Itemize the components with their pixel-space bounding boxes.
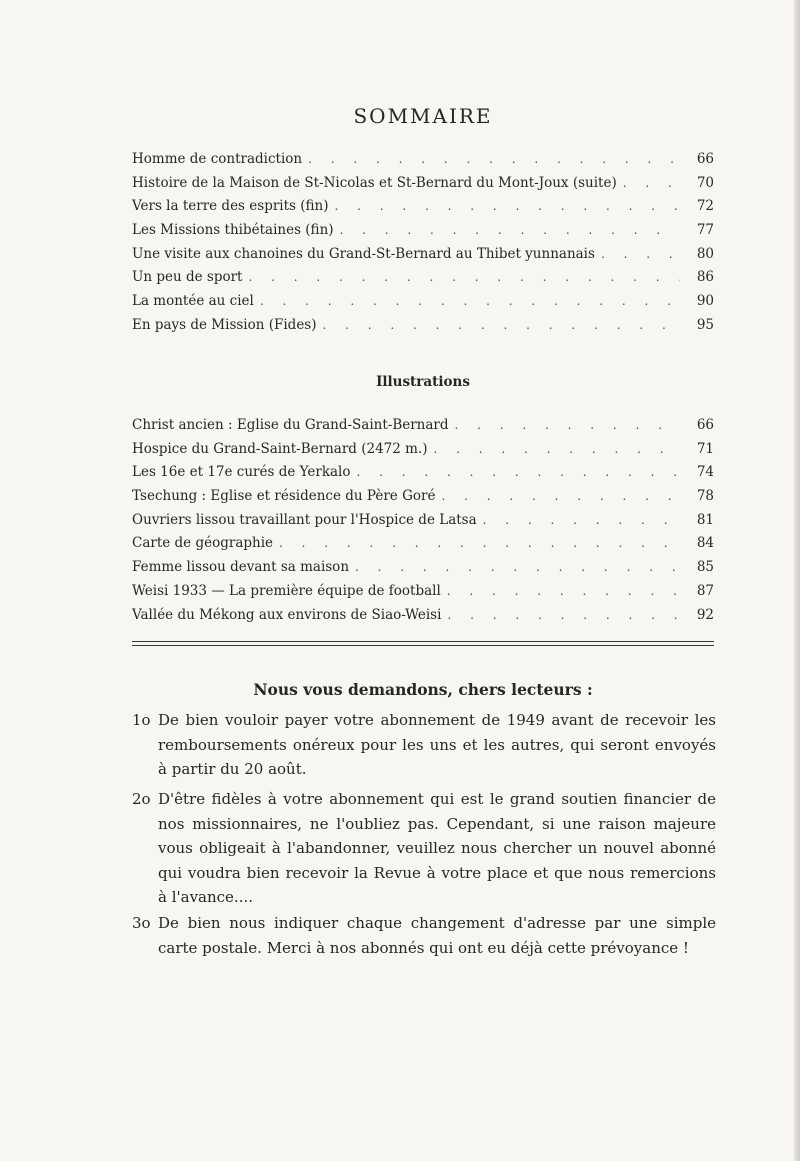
entry-title: La montée au ciel <box>132 290 260 314</box>
dot-leader <box>248 266 680 290</box>
contents-entry <box>132 148 714 172</box>
entry-title: En pays de Mission (Fides) <box>132 314 323 338</box>
entry-title: Christ ancien : Eglise du Grand-Saint-Bernard <box>132 414 455 438</box>
page-number: 66 <box>680 148 714 172</box>
dot-leader <box>323 314 680 338</box>
entry-title: Carte de géographie <box>132 532 279 556</box>
illustration-entry <box>132 414 714 438</box>
entry-title: Vallée du Mékong aux environs de Siao-Weisi <box>132 604 447 628</box>
page-number: 66 <box>680 414 714 438</box>
entry-title: Weisi 1933 — La première équipe de football <box>132 580 447 604</box>
notice-item-1 <box>132 708 716 782</box>
illustrations-list <box>132 414 714 627</box>
dot-leader <box>434 438 680 462</box>
dot-leader <box>623 172 680 196</box>
page-number: 74 <box>680 461 714 485</box>
dot-leader <box>355 556 680 580</box>
dot-leader <box>483 509 680 533</box>
page-number: 85 <box>680 556 714 580</box>
dot-leader <box>441 485 680 509</box>
notice-number: 1o <box>132 711 151 729</box>
notice-number: 2o <box>132 790 151 808</box>
entry-title: Hospice du Grand-Saint-Bernard (2472 m.) <box>132 438 434 462</box>
notice-text: De bien vouloir payer votre abonnement de 1949 avant de recevoir les remboursements onéreux pour les uns et les autres, qui seront envoyés à partir du 20 août. <box>158 711 716 778</box>
entry-title: Homme de contradiction <box>132 148 308 172</box>
dot-leader <box>308 148 680 172</box>
dot-leader <box>357 461 681 485</box>
notice-title: Nous vous demandons, chers lecteurs : <box>253 680 593 699</box>
illustration-entry <box>132 604 714 628</box>
contents-entry <box>132 314 714 338</box>
page-number: 90 <box>680 290 714 314</box>
page-number: 72 <box>680 195 714 219</box>
contents-entry <box>132 290 714 314</box>
notice-text: De bien nous indiquer chaque changement d'adresse par une simple carte postale. Merci à nos abonnés qui ont eu déjà cette prévoyance ! <box>158 914 716 957</box>
entry-title: Tsechung : Eglise et résidence du Père Goré <box>132 485 441 509</box>
page-number: 70 <box>680 172 714 196</box>
notice-item-3 <box>132 911 716 960</box>
notice-item-2 <box>132 787 716 910</box>
page-number: 78 <box>680 485 714 509</box>
entry-title: Les Missions thibétaines (fin) <box>132 219 340 243</box>
page-number: 95 <box>680 314 714 338</box>
dot-leader <box>260 290 680 314</box>
illustration-entry <box>132 485 714 509</box>
divider-top <box>132 641 714 642</box>
entry-title: Ouvriers lissou travaillant pour l'Hospice de Latsa <box>132 509 483 533</box>
notice-text: D'être fidèles à votre abonnement qui est le grand soutien financier de nos missionnaires, ne l'oubliez pas. Cependant, si une raison majeure vous obligeait à l'abandonner, veuillez nous chercher un nouvel abonné qui voudra bien recevoir la Revue à votre place et que nous remercions à l'avance.... <box>158 790 716 906</box>
page-number: 92 <box>680 604 714 628</box>
illustration-entry <box>132 438 714 462</box>
illustration-entry <box>132 556 714 580</box>
contents-entry <box>132 172 714 196</box>
illustrations-heading: Illustrations <box>376 374 470 390</box>
page-number: 86 <box>680 266 714 290</box>
illustration-entry <box>132 461 714 485</box>
illustration-entry <box>132 580 714 604</box>
page-number: 81 <box>680 509 714 533</box>
dot-leader <box>601 243 680 267</box>
dot-leader <box>455 414 680 438</box>
page-number: 71 <box>680 438 714 462</box>
entry-title: Un peu de sport <box>132 266 248 290</box>
contents-entry <box>132 266 714 290</box>
divider-bottom <box>132 645 714 646</box>
contents-entry <box>132 243 714 267</box>
page-number: 77 <box>680 219 714 243</box>
page-edge <box>794 0 800 1161</box>
illustration-entry <box>132 532 714 556</box>
dot-leader <box>447 580 680 604</box>
dot-leader <box>335 195 681 219</box>
entry-title: Une visite aux chanoines du Grand-St-Bernard au Thibet yunnanais <box>132 243 601 267</box>
entry-title: Femme lissou devant sa maison <box>132 556 355 580</box>
entry-title: Les 16e et 17e curés de Yerkalo <box>132 461 357 485</box>
page-number: 80 <box>680 243 714 267</box>
contents-list <box>132 148 714 338</box>
illustration-entry <box>132 509 714 533</box>
entry-title: Histoire de la Maison de St-Nicolas et St-Bernard du Mont-Joux (suite) <box>132 172 623 196</box>
dot-leader <box>340 219 680 243</box>
page-number: 87 <box>680 580 714 604</box>
page-title: SOMMAIRE <box>353 104 493 128</box>
dot-leader <box>279 532 680 556</box>
entry-title: Vers la terre des esprits (fin) <box>132 195 335 219</box>
contents-entry <box>132 195 714 219</box>
dot-leader <box>447 604 680 628</box>
notice-number: 3o <box>132 914 151 932</box>
contents-entry <box>132 219 714 243</box>
page-number: 84 <box>680 532 714 556</box>
